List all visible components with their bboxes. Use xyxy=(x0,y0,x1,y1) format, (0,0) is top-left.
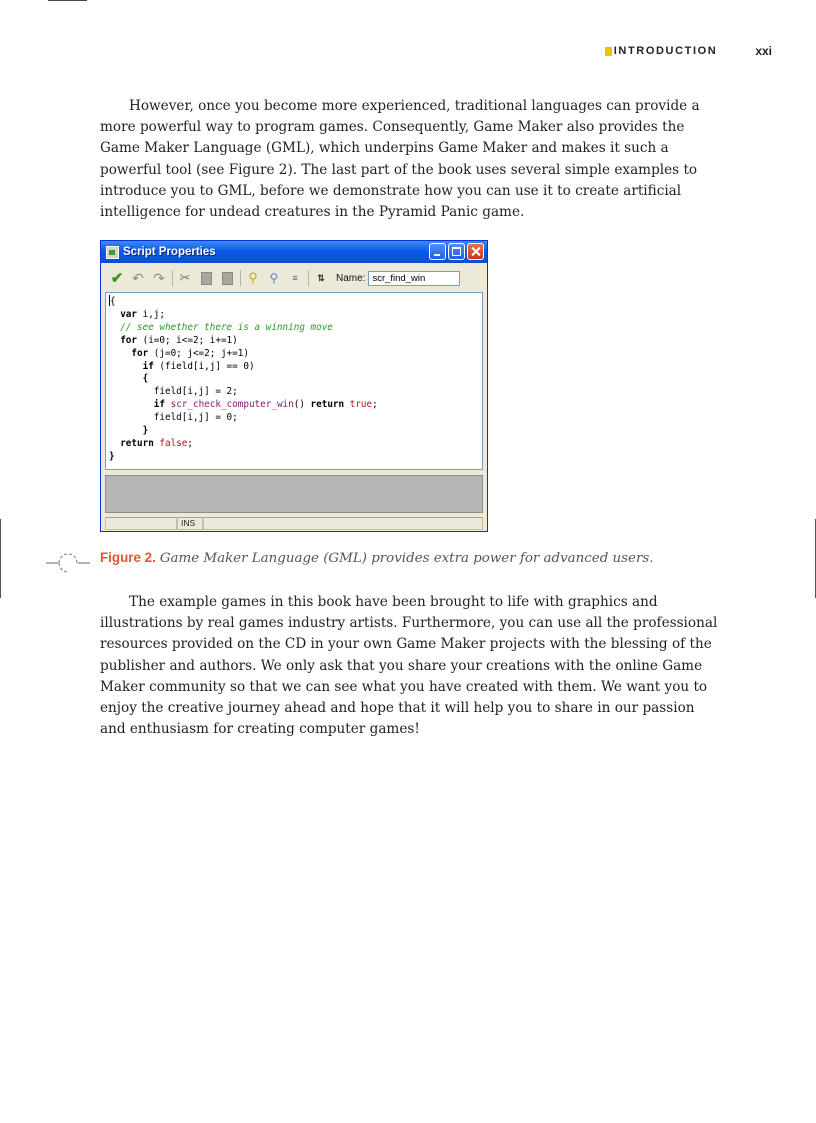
paste-icon[interactable] xyxy=(219,270,235,286)
code-line-5: (j=0; j<=2; j+=1) xyxy=(148,347,249,359)
crop-mark-top xyxy=(48,0,87,1)
code-line-13: } xyxy=(109,450,115,462)
undo-icon[interactable]: ↶ xyxy=(132,269,144,286)
code-paren: () xyxy=(293,399,311,411)
body-paragraph-2: The example games in this book have been brought to life with graphics and illustrations by real games industry artists. Furthermore, you can use all the professional resources provided on the CD in your own Game Maker projects with the blessing of the publisher and authors. We only ask that you share your creations with the online Game Maker community so that we can see what you have created with them. We want you to enjoy the creative journey ahead and hope that it will help you to share in our passion and enthusiasm for creating computer games! xyxy=(100,594,718,738)
keyword: for xyxy=(120,334,137,346)
code-line-2: i,j; xyxy=(137,308,165,320)
sort-icon[interactable]: ⇅ xyxy=(317,272,325,283)
window-controls xyxy=(429,243,484,260)
code-line-8: field[i,j] = 2; xyxy=(153,386,238,398)
ok-checkmark-icon[interactable]: ✔ xyxy=(110,270,124,287)
script-properties-window xyxy=(100,240,488,532)
cut-icon[interactable]: ✂ xyxy=(179,270,191,285)
status-bar xyxy=(105,517,483,530)
registration-mark-icon xyxy=(46,552,90,574)
app-icon xyxy=(106,246,119,259)
message-area xyxy=(105,475,483,513)
toolbar-separator xyxy=(240,270,241,286)
code-semicolon: ; xyxy=(372,399,378,411)
minimize-icon[interactable] xyxy=(429,243,446,260)
code-comment: // see whether there is a winning move xyxy=(120,321,333,333)
keyword: return xyxy=(310,399,345,411)
maximize-icon[interactable] xyxy=(448,243,465,260)
find-icon[interactable]: ⚲ xyxy=(248,270,258,285)
script-name-input[interactable] xyxy=(368,271,460,286)
keyword: return xyxy=(120,437,154,449)
figure-caption xyxy=(100,549,740,568)
keyword: if xyxy=(142,360,154,372)
code-line-1: { xyxy=(110,296,116,307)
code-editor[interactable] xyxy=(105,292,483,470)
code-semicolon: ; xyxy=(187,437,194,449)
code-text[interactable] xyxy=(106,293,482,464)
status-cell-position xyxy=(105,517,177,530)
toolbar-separator xyxy=(308,270,309,286)
find-replace-icon[interactable]: ⚲ xyxy=(269,271,279,285)
code-line-4: (i=0; i<=2; i+=1) xyxy=(137,334,238,346)
copy-icon[interactable] xyxy=(198,270,214,286)
caption-text: Game Maker Language (GML) provides extra power for advanced users. xyxy=(159,551,654,566)
window-titlebar[interactable] xyxy=(101,241,487,263)
code-line-7: { xyxy=(142,373,149,385)
keyword: if xyxy=(153,399,165,411)
script-toolbar xyxy=(103,265,485,291)
section-title: INTRODUCTION xyxy=(613,45,718,57)
code-value: false xyxy=(159,437,188,449)
redo-icon[interactable]: ↷ xyxy=(153,269,165,286)
page-number: xxi xyxy=(755,44,772,58)
running-head xyxy=(605,44,772,58)
code-line-11: } xyxy=(142,425,149,437)
header-marker-icon xyxy=(605,47,612,56)
code-line-6: (field[i,j] == 0) xyxy=(153,360,255,372)
code-value: true xyxy=(349,399,373,411)
close-icon[interactable] xyxy=(467,243,484,260)
toolbar-separator xyxy=(172,270,173,286)
body-paragraph-1: However, once you become more experienced, traditional languages can provide a more powerful way to program games. Consequently, Game Maker also provides the Game Maker Language (GML), which underpins Game Maker and makes it such a powerful tool (see Figure 2). The last part of the book uses several simple examples to introduce you to GML, before we demonstrate how you can use it to create artificial intelligence for undead creatures in the Pyramid Panic game. xyxy=(100,98,700,221)
goto-line-icon[interactable]: ≡ xyxy=(292,273,298,283)
function-call: scr_check_computer_win xyxy=(170,399,294,411)
figure-label: Figure 2. xyxy=(100,550,156,565)
code-line-10: field[i,j] = 0; xyxy=(153,412,238,424)
keyword: for xyxy=(131,347,149,359)
keyword: var xyxy=(120,308,137,320)
crop-mark-left xyxy=(0,519,1,598)
status-cell-info xyxy=(203,517,483,530)
name-label: Name: xyxy=(336,272,366,284)
status-insert-mode: INS xyxy=(177,517,203,530)
window-title: Script Properties xyxy=(123,246,216,258)
